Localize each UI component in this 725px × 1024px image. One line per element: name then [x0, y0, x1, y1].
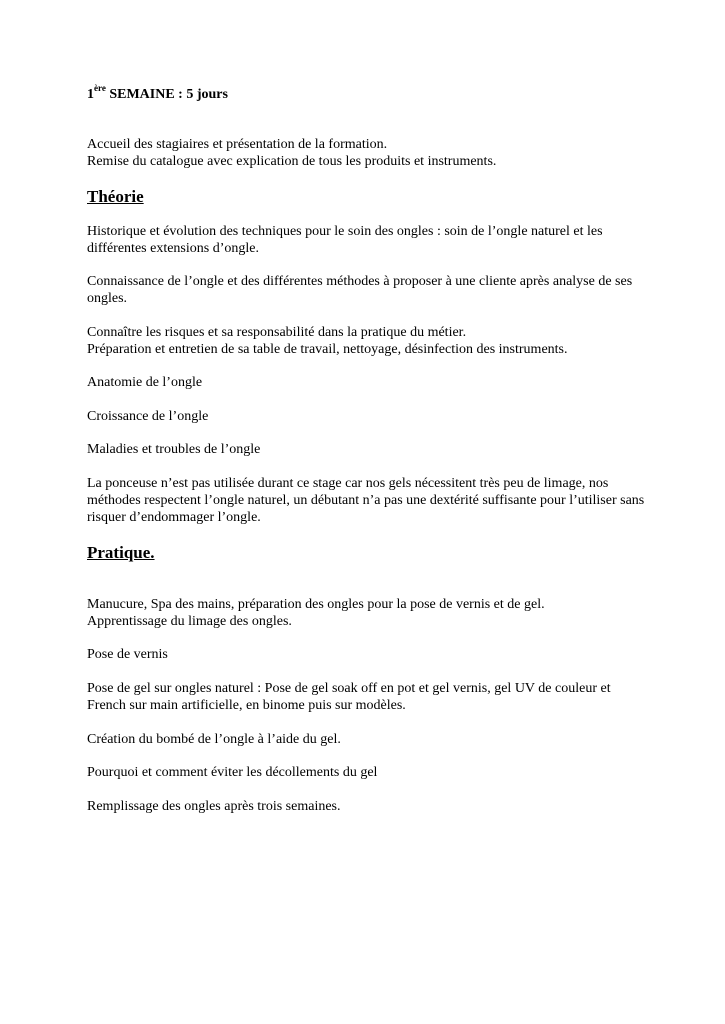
week-number: 1: [87, 87, 94, 102]
intro-line-catalogue: Remise du catalogue avec explication de tous les produits et instruments.: [87, 154, 497, 169]
practice-manicure-line: Manucure, Spa des mains, préparation des ongles pour la pose de vernis et de gel.: [87, 597, 545, 612]
theory-paragraph-sander: La ponceuse n’est pas utilisée durant ce stage car nos gels nécessitent très peu de limage, nos méthodes respectent l’ongle naturel, un débutant n’a pas une dextérité suffisante pour l’utiliser sans risquer d’endommager l’ongle.: [87, 476, 645, 525]
practice-paragraph-curve: Création du bombé de l’ongle à l’aide du gel.: [87, 732, 341, 747]
practice-paragraph-manicure: [87, 596, 647, 630]
week-ordinal-superscript: ère: [94, 83, 106, 94]
practice-paragraph-refill: Remplissage des ongles après trois semaines.: [87, 799, 341, 814]
theory-paragraph-knowledge: Connaissance de l’ongle et des différentes méthodes à proposer à une cliente après analyse de ses ongles.: [87, 274, 633, 306]
theory-paragraph-growth: Croissance de l’ongle: [87, 409, 209, 424]
theory-paragraph-history: Historique et évolution des techniques pour le soin des ongles : soin de l’ongle naturel et les différentes extensions d’ongle.: [87, 224, 603, 256]
theory-preparation-line: Préparation et entretien de sa table de travail, nettoyage, désinfection des instruments.: [87, 342, 568, 357]
intro-paragraph: [87, 136, 647, 170]
week-heading: [87, 83, 228, 103]
practice-paragraph-varnish: Pose de vernis: [87, 647, 168, 662]
practice-section-title: Pratique.: [87, 543, 155, 562]
theory-paragraph-risks: [87, 324, 647, 358]
intro-line-welcome: Accueil des stagiaires et présentation de la formation.: [87, 137, 388, 152]
theory-paragraph-anatomy: Anatomie de l’ongle: [87, 375, 203, 390]
theory-section-title: Théorie: [87, 187, 144, 206]
theory-risks-line: Connaître les risques et sa responsabilité dans la pratique du métier.: [87, 325, 467, 340]
practice-paragraph-gel: Pose de gel sur ongles naturel : Pose de gel soak off en pot et gel vernis, gel UV de couleur et French sur main artificielle, en binome puis sur modèles.: [87, 681, 611, 713]
theory-paragraph-diseases: Maladies et troubles de l’ongle: [87, 442, 261, 457]
practice-paragraph-lifting: Pourquoi et comment éviter les décollements du gel: [87, 765, 378, 780]
week-heading-text: SEMAINE : 5 jours: [105, 87, 228, 102]
practice-filing-line: Apprentissage du limage des ongles.: [87, 614, 292, 629]
